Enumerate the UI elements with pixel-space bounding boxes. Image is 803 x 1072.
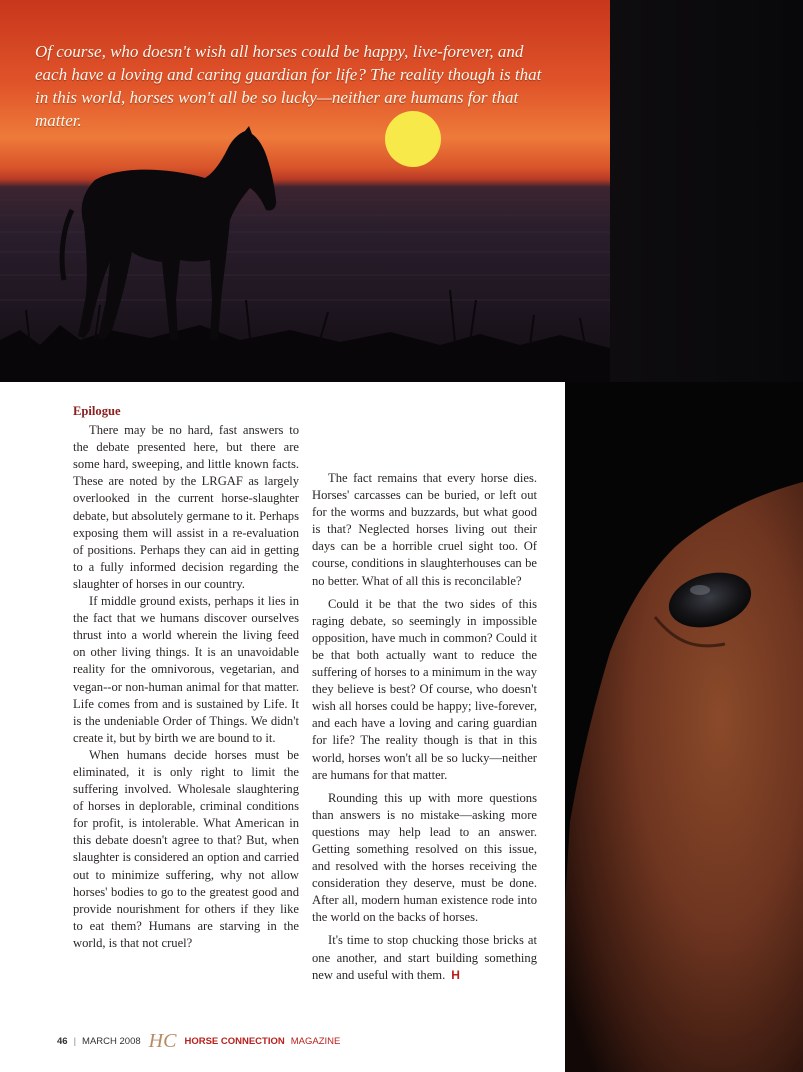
article-column-2 bbox=[312, 470, 537, 984]
photo-pull-quote: Of course, who doesn't wish all horses could be happy, live-forever, and each have a loving and caring guardian for life? The reality though is that in this world, horses won't all be so lucky—neither are humans for that matter. bbox=[35, 42, 542, 130]
paragraph-last bbox=[312, 932, 537, 983]
issue-date: MARCH 2008 bbox=[82, 1035, 141, 1047]
magazine-logo: HC bbox=[148, 1030, 177, 1052]
eye-highlight-shape bbox=[690, 585, 710, 595]
paragraph: Could it be that the two sides of this raging debate, so seemingly in impossible opposition, have much in common? Could it be that both actually want to reduce the suffering of horses to a minimum in the way they believe is best? Of course, who doesn't wish all horses could be happy; live-forever, and each have a loving and caring guardian for life? The reality though is that in this world, horses won't all be so lucky—neither are humans for that matter. bbox=[312, 596, 537, 782]
paragraph: Rounding this up with more questions than answers is no mistake—asking more questions may help lead to an answer. Getting something resolved on this issue, and resolved with the horses receiving the consideration they deserve, must be done. After all, modern human existence rode into the world on the backs of horses. bbox=[312, 790, 537, 925]
magazine-name: HORSE CONNECTION bbox=[184, 1035, 285, 1047]
paragraph: When humans decide horses must be eliminated, it is only right to limit the suffering involved. Wholesale slaughtering of horses in deplorable, criminal conditions for profit, is intolerable. What American in this debate doesn't agree to that? But, when slaughter is considered an option and carried out to minimize suffering, why not allow horses' bodies to go to the greatest good and provide nourishment for others if they like to eat them? Humans are starving in the world, is that not cruel? bbox=[73, 747, 299, 950]
horse-eye-photo bbox=[565, 382, 803, 1072]
paragraph: There may be no hard, fast answers to the debate presented here, but there are some hard, sweeping, and little known facts. These are noted by the LRGAF as largely overlooked in the current horse-slaughter debate, but absolutely germane to it. Perhaps exposing them will assist in a re-evaluation of positions. Perhaps they can aid in getting to a fully informed decision regarding the slaughter of horses in our country. bbox=[73, 423, 299, 591]
grass-shape bbox=[0, 325, 610, 382]
paragraph-text: It's time to stop chucking those bricks at one another, and start building something new and useful with them. bbox=[312, 933, 537, 982]
horse-tail-shape bbox=[62, 210, 72, 280]
horse-face-illustration bbox=[565, 382, 803, 1072]
magazine-name-suffix: MAGAZINE bbox=[290, 1035, 341, 1047]
article-column-1 bbox=[73, 403, 299, 952]
footer-separator: | bbox=[73, 1035, 77, 1047]
paragraph: If middle ground exists, perhaps it lies in the fact that we humans discover ourselves thrust into a world wherein the living feed on other living things. It is an unavoidable reality for the omnivorous, vegetarian, and vegan--or non-human animal for that matter. Life comes from and is sustained by Life. It is the undeniable Order of Things. We didn't create it, but by birth we are bound to it. bbox=[73, 594, 299, 745]
end-mark-icon: H bbox=[451, 967, 460, 982]
sunset-photo bbox=[0, 0, 610, 382]
page-number: 46 bbox=[57, 1035, 68, 1047]
section-heading: Epilogue bbox=[73, 404, 121, 418]
horse-face-shape bbox=[565, 482, 803, 1072]
paragraph: The fact remains that every horse dies. Horses' carcasses can be buried, or left out for the worms and buzzards, but what good is that? Neglected horses living out their days can be a horrible cruel sight too. Of course, conditions in slaughterhouses can be no better. What of all this is reconcilable? bbox=[312, 471, 537, 588]
page-footer bbox=[57, 1031, 340, 1051]
